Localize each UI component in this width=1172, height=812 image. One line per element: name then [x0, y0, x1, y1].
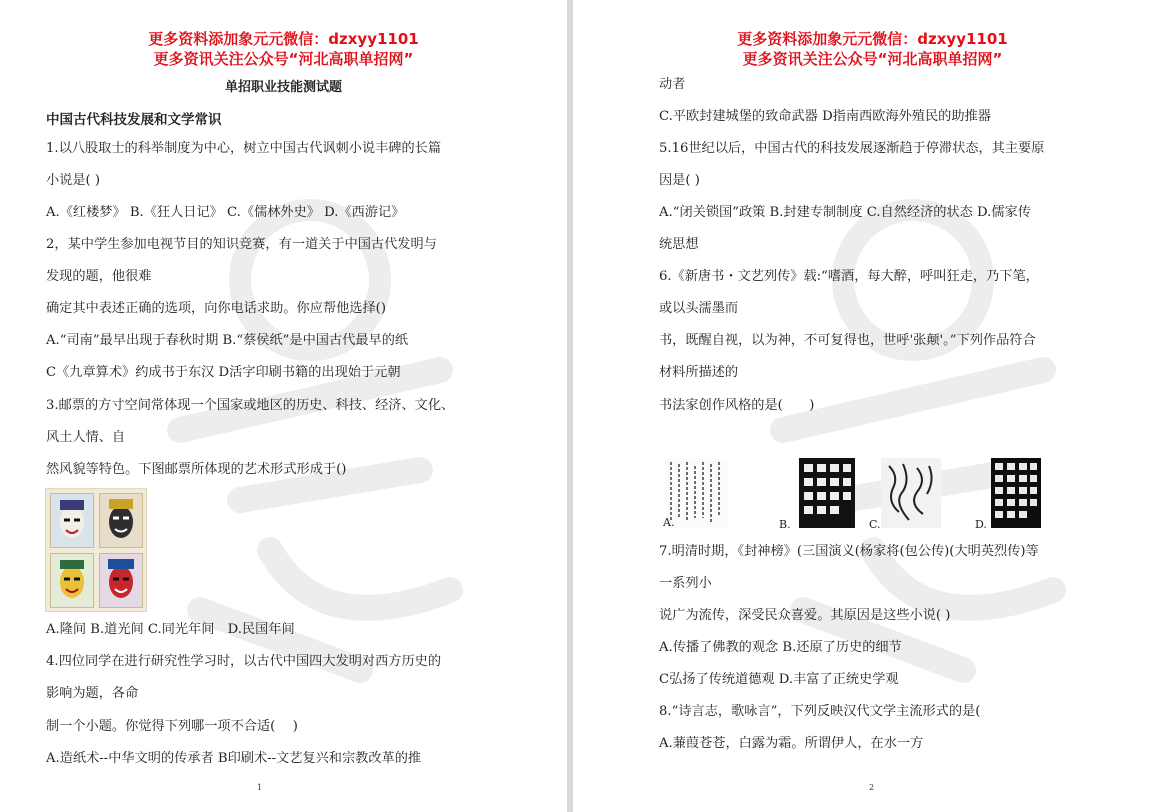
text-line: 动者	[659, 77, 686, 92]
option-label: A.	[663, 516, 675, 529]
calligraphy-option-c-image	[881, 458, 941, 528]
text-line: 2，某中学生参加电视节目的知识竞赛，有一道关于中国古代发明与	[46, 237, 437, 252]
text-line: 8.“诗言志，歌咏言”，下列反映汉代文学主流形式的是(	[659, 704, 981, 719]
text-line: C《九章算术》约成书于东汉 D活字印刷书籍的出现始于元朝	[46, 365, 401, 380]
text-line: A.《红楼梦》 B.《狂人日记》 C.《儒林外史》 D.《西游记》	[46, 205, 405, 220]
page-title: 单招职业技能测试题	[224, 80, 342, 95]
option-label: B.	[779, 518, 791, 531]
text-line: A.蒹葭苍苍，白露为霜。所谓伊人，在水一方	[659, 736, 924, 751]
text-line: 统思想	[659, 237, 699, 252]
text-line: 1.以八股取士的科举制度为中心，树立中国古代讽刺小说丰碑的长篇	[46, 141, 442, 156]
promo-header-account: 更多资讯关注公众号“河北高职单招网”	[153, 50, 414, 68]
text-line: 小说是( )	[46, 173, 101, 188]
calligraphy-option-d-image	[991, 458, 1041, 528]
section-heading: 中国古代科技发展和文学常识	[46, 112, 222, 128]
text-line: A.“司南”最早出现于春秋时期 B.“蔡侯纸”是中国古代最早的纸	[46, 333, 409, 348]
text-line: 影响为题，各命	[46, 686, 139, 701]
text-line: 书，既醒自视，以为神，不可复得也，世呼'张颠'。”下列作品符合	[659, 333, 1036, 348]
text-line: 制一个小题。你觉得下列哪一项不合适( )	[46, 719, 298, 734]
promo-header-wechat: 更多资料添加象元元微信：dzxyy1101	[737, 30, 1008, 48]
option-label: D.	[975, 518, 987, 531]
text-line: A.造纸术--中华文明的传承者 B印刷术--文艺复兴和宗教改革的推	[46, 751, 422, 766]
text-line: 确定其中表述正确的选项，向你电话求助。你应帮他选择()	[46, 301, 386, 316]
text-line: 或以头濡墨而	[659, 301, 739, 316]
text-line: 因是( )	[659, 173, 700, 188]
text-line: 书法家创作风格的是( )	[659, 398, 815, 413]
text-line: 4.四位同学在进行研究性学习时，以古代中国四大发明对西方历史的	[46, 654, 442, 669]
text-line: A.“闭关锁国”政策 B.封建专制制度 C.自然经济的状态 D.儒家传	[659, 205, 1031, 220]
opera-mask-stamps-image	[45, 488, 147, 612]
stamp	[99, 553, 143, 608]
promo-header-wechat: 更多资料添加象元元微信：dzxyy1101	[148, 30, 419, 48]
text-line: 5.16世纪以后，中国古代的科技发展逐渐趋于停滞状态，其主要原	[659, 141, 1045, 156]
text-line: 材料所描述的	[659, 365, 739, 380]
text-line: C弘扬了传统道德观 D.丰富了正统史学观	[659, 672, 899, 687]
document-page-2	[573, 0, 1172, 812]
stamp	[99, 493, 143, 548]
text-line: A.隆间 B.道光间 C.同光年间 D.民国年间	[46, 622, 295, 637]
promo-header-account: 更多资讯关注公众号“河北高职单招网”	[742, 50, 1003, 68]
text-line: 6.《新唐书・文艺列传》载:“嗜酒，每大醉，呼叫狂走，乃下笔，	[659, 269, 1039, 284]
stamp	[50, 493, 94, 548]
calligraphy-option-b-image	[799, 458, 855, 528]
text-line: 风土人情、自	[46, 430, 126, 445]
text-line: 发现的题，他很难	[46, 269, 152, 284]
text-line: C.平欧封建城堡的致命武器 D指南西欧海外殖民的助推器	[659, 109, 991, 124]
text-line: 3.邮票的方寸空间常体现一个国家或地区的历史、科技、经济、文化、	[46, 398, 455, 413]
text-line: 一系列小	[659, 576, 712, 591]
text-line: A.传播了佛教的观念 B.还原了历史的细节	[659, 640, 902, 655]
text-line: 然风貌等特色。下图邮票所体现的艺术形式形成于()	[46, 462, 347, 477]
text-line: 说广为流传，深受民众喜爱。其原因是这些小说( )	[659, 608, 951, 623]
page-number: 1	[257, 783, 263, 792]
option-label: C.	[869, 518, 881, 531]
document-page-1	[0, 0, 567, 812]
text-line: 7.明清时期，《封神榜》(三国演义(杨家将(包公传)(大明英烈传)等	[659, 544, 1039, 559]
page-number: 2	[869, 783, 875, 792]
stamp	[50, 553, 94, 608]
